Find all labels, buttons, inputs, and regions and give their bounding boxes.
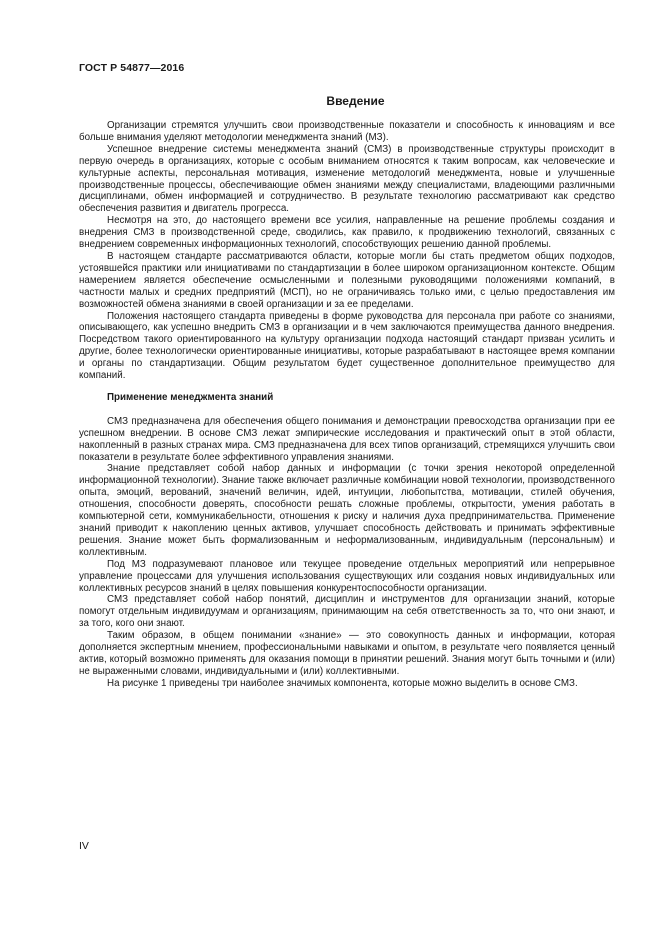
section-heading: Применение менеджмента знаний [107, 391, 274, 403]
intro-paragraph-3: Несмотря на это, до настоящего времени все усилия, направленные на решение проблемы создания и внедрения СМЗ в производственной среде, сводились, как правило, к продвижению технологий, связанных с внедрением современных информационных технологий, способствующих решению данной проблемы. [79, 215, 615, 251]
intro-paragraph-1: Организации стремятся улучшить свои производственные показатели и способность к инновациям и все больше внимания уделяют методологии менеджмента знаний (МЗ). [79, 120, 615, 143]
section-paragraph-6: На рисунке 1 приведены три наиболее значимых компонента, которые можно выделить в основе СМЗ. [107, 677, 578, 689]
page-number: IV [79, 840, 89, 852]
intro-paragraph-5: Положения настоящего стандарта приведены в форме руководства для персонала при работе со знаниями, описывающего, как успешно внедрить СМЗ в организации и в чем заключаются преимущества данного внедрения. Посредством такого ориентированного на культуру организации подхода настоящий стандарт призван усилить и другие, более технологически ориентированные инициативы, которые разрабатывают в настоящее время компании и органы по стандартизации. Общим результатом будет существенное дополнительное преимущество для компаний. [79, 310, 615, 382]
section-paragraph-2: Знание представляет собой набор данных и информации (с точки зрения некоторой определенной информационной технологии). Знание также включает различные комбинации новой технологии, производственного опыта, эмоций, верований, значений величин, идей, интуиции, любопытства, мотивации, стилей обучения, отношения, способности доверять, способности решать сложные проблемы, открытости, умения работать в компьютерной сети, коммуникабельности, отношения к риску и наличия духа предпринимательства. Применение знаний приводит к накоплению ценных активов, улучшает способность действовать и принимать эффективные решения. Знание может быть формализованным и неформализованным, индивидуальным (персональным) и коллективным. [79, 463, 615, 558]
section-paragraph-4: СМЗ представляет собой набор понятий, дисциплин и инструментов для организации знаний, которые помогут отдельным индивидуумам и организациям, принимающим на себя ответственность за то, что они знают, и за того, кого они знают. [79, 594, 615, 630]
page-title: Введение [326, 94, 385, 108]
intro-paragraph-4: В настоящем стандарте рассматриваются области, которые могли бы стать предметом общих подходов, устоявшейся практики или инициативами по стандартизации в более широком организационном контексте. Общим намерением является обеспечение осмысленными и полезными руководящими положениями компаний, в частности малых и средних предприятий (МСП), но не ограничиваясь только ими, с целью предоставления им возможностей обмена знаниями в своей организации и за ее пределами. [79, 250, 615, 310]
section-paragraph-1: СМЗ предназначена для обеспечения общего понимания и демонстрации превосходства организации при ее успешном внедрении. В основе СМЗ лежат эмпирические исследования и практический опыт в этой области, накопленный в разных странах мира. СМЗ предназначена для всех типов организаций, стремящихся улучшить свои показатели в результате более эффективного управления знаниями. [79, 415, 615, 463]
section-paragraph-5: Таким образом, в общем понимании «знание» — это совокупность данных и информации, которая дополняется экспертным мнением, профессиональными навыками и опытом, в результате чего появляется ценный актив, который возможно применять для оказания помощи в принятии решений. Знания могут быть точными и (или) не выраженными словами, индивидуальными и (или) коллективными. [79, 630, 615, 677]
section-paragraph-3: Под МЗ подразумевают плановое или текущее проведение отдельных мероприятий или непрерывное управление процессами для улучшения использования существующих или создания новых индивидуальных или коллективных ресурсов знаний в целях повышения конкурентоспособности организации. [79, 558, 615, 594]
document-body [79, 120, 615, 690]
intro-paragraph-2: Успешное внедрение системы менеджмента знаний (СМЗ) в производственные структуры происходит в первую очередь в организациях, которые с особым вниманием относятся к таким вопросам, как человеческие и культурные аспекты, персональная мотивация, изменение методологий менеджмента, новые и улучшенные производственные процессы, обеспечивающие обмен знаниями между специалистами, владеющими различными дисциплинами, обмен информацией и сотрудничество. В результате технологию рассматривают как средство обеспечения развития и двигатель прогресса. [79, 143, 615, 215]
document-id: ГОСТ Р 54877—2016 [79, 62, 185, 74]
